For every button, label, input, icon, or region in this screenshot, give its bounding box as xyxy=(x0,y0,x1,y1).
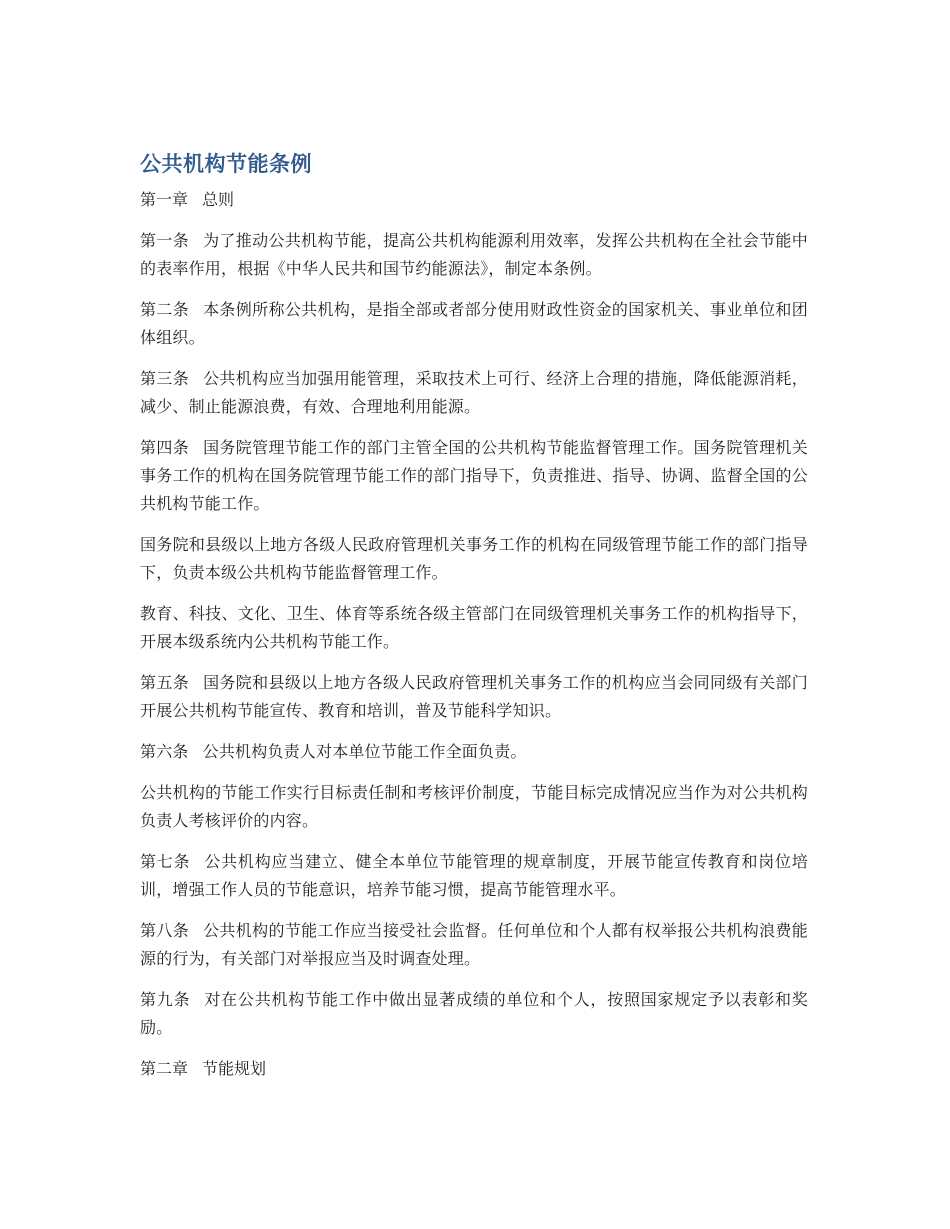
article-number: 第二条 xyxy=(140,300,190,319)
article-3 xyxy=(140,365,808,421)
article-4 xyxy=(140,434,808,518)
article-4-paragraph-3: 教育、科技、文化、卫生、体育等系统各级主管部门在同级管理机关事务工作的机构指导下，开展本级系统内公共机构节能工作。 xyxy=(140,604,808,651)
chapter-number: 第二章 xyxy=(140,1059,189,1078)
article-5 xyxy=(140,669,808,725)
article-number: 第六条 xyxy=(140,742,189,761)
article-text: 本条例所称公共机构，是指全部或者部分使用财政性资金的国家机关、事业单位和团体组织。 xyxy=(140,300,808,347)
article-text: 为了推动公共机构节能，提高公共机构能源利用效率，发挥公共机构在全社会节能中的表率作用，根据《中华人民共和国节约能源法》，制定本条例。 xyxy=(140,231,808,278)
article-text: 国务院和县级以上地方各级人民政府管理机关事务工作的机构应当会同同级有关部门开展公共机构节能宣传、教育和培训，普及节能科学知识。 xyxy=(140,673,808,720)
article-number: 第四条 xyxy=(140,438,190,457)
article-number: 第一条 xyxy=(140,231,190,250)
article-text: 公共机构应当加强用能管理，采取技术上可行、经济上合理的措施，降低能源消耗，减少、制止能源浪费，有效、合理地利用能源。 xyxy=(140,369,808,416)
chapter-heading xyxy=(140,186,808,213)
article-9 xyxy=(140,986,808,1042)
article-number: 第七条 xyxy=(140,852,191,871)
article-8 xyxy=(140,917,808,973)
article-1 xyxy=(140,227,808,283)
article-text: 公共机构的节能工作应当接受社会监督。任何单位和个人都有权举报公共机构浪费能源的行为，有关部门对举报应当及时调查处理。 xyxy=(140,921,808,968)
document-title: 公共机构节能条例 xyxy=(140,152,312,176)
article-6 xyxy=(140,738,808,766)
article-text: 公共机构负责人对本单位节能工作全面负责。 xyxy=(202,742,527,761)
article-7 xyxy=(140,848,808,904)
article-text: 对在公共机构节能工作中做出显著成绩的单位和个人，按照国家规定予以表彰和奖励。 xyxy=(140,990,808,1037)
chapter-name: 总则 xyxy=(202,190,235,209)
article-text: 国务院管理节能工作的部门主管全国的公共机构节能监督管理工作。国务院管理机关事务工作的机构在国务院管理节能工作的部门指导下，负责推进、指导、协调、监督全国的公共机构节能工作。 xyxy=(140,438,808,513)
chapter-name: 节能规划 xyxy=(202,1059,267,1078)
chapter-number: 第一章 xyxy=(140,190,189,209)
article-6-paragraph-2: 公共机构的节能工作实行目标责任制和考核评价制度，节能目标完成情况应当作为对公共机构负责人考核评价的内容。 xyxy=(140,783,808,830)
article-number: 第八条 xyxy=(140,921,190,940)
article-number: 第九条 xyxy=(140,990,191,1009)
document-page xyxy=(140,148,808,1096)
article-2 xyxy=(140,296,808,352)
article-number: 第五条 xyxy=(140,673,190,692)
article-text: 公共机构应当建立、健全本单位节能管理的规章制度，开展节能宣传教育和岗位培训，增强工作人员的节能意识，培养节能习惯，提高节能管理水平。 xyxy=(140,852,808,899)
article-4-paragraph-2: 国务院和县级以上地方各级人民政府管理机关事务工作的机构在同级管理节能工作的部门指导下，负责本级公共机构节能监督管理工作。 xyxy=(140,535,808,582)
chapter-heading xyxy=(140,1055,808,1082)
article-number: 第三条 xyxy=(140,369,190,388)
